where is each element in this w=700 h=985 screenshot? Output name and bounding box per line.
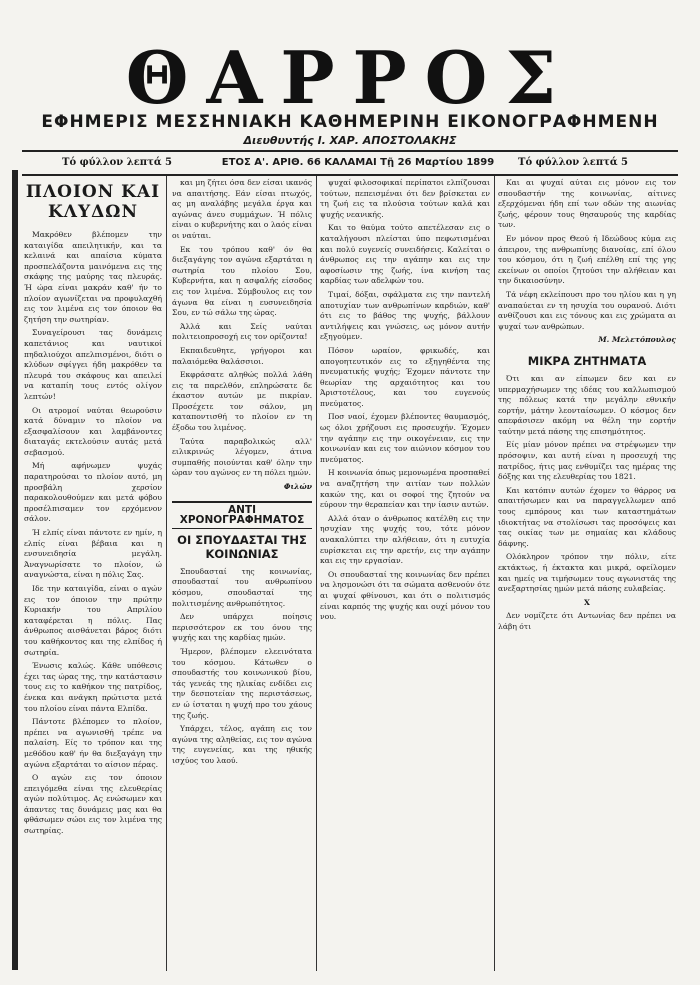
- article-paragraph: Ή ελπίς είναι πάντοτε εν ημίν, η ελπίς είναι βέβαια και η ενσυνειδησία μεγάλη. Άναγνωρίσατε το πλοίον, ώ αναγνώστα, είναι η πόλις Σας.: [24, 528, 162, 580]
- article-paragraph: Ποσ ναοί, έχομεν βλέποντες θαυμασμός, ως όλοι χρήζουσι εις προσευχήν. Έχομεν την αγάπην εις την οικογένειαν, εις την κοινωνίαν και εις τον αιώνιον κόσμον του πνεύματος.: [320, 412, 490, 464]
- section-title: ΜΙΚΡΑ ΖΗΤΗΜΑΤΑ: [527, 353, 647, 368]
- article-paragraph: Και αι ψυχαί αύται εις μόνον εις τον σπουδαστήν της κοινωνίας, αίτινες εξερχόμεναι ήδη επί των οδών της αιωνίας ζωής, φέρουν τους θησαυρούς της καρδίας των.: [498, 178, 676, 230]
- article-paragraph: Η κοινωνία όπως μεμονωμένα προσπαθεί να αναζητήση την αιτίαν των πολλών κακών της, και οι σοφοί της ζητούν να εύρουν την θεραπείαν και την ίασιν αυτών.: [320, 468, 490, 510]
- article-paragraph: Και κατόπιν αυτών έχομεν το θάρρος να απαιτήσωμεν και να παραγγελλωμεν από τους εμπόρους και των καταστημάτων ιδιοκτήτας να στολίσωσι τας προσόψεις και τας οικίας των με σημαίας και κλάδους δάφνης.: [498, 485, 676, 548]
- article-paragraph: Ο αγών εις τον όποιον επειγόμεθα είναι της ελευθερίας αγών πολύτιμος. Ας ενώσωμεν και άπαντες τας δυνάμεις μας και θα φθάσωμεν σώοι εις τον λιμένα της σωτηρίας.: [24, 773, 162, 836]
- issue-date: ΕΤΟΣ Α'. ΑΡΙΘ. 66 ΚΑΛΑΜΑΙ Τῇ 26 Μαρτίου 1899: [221, 157, 495, 168]
- article-paragraph: Μή αφήνωμεν ψυχάς παρατηρούσαι το πλοίον αυτό, μη προσβάλη χερσίον παρακολουθούμεν και μετά φόβου προσέλπισαμεν τον ερχόμενον σάλον.: [24, 461, 162, 524]
- article-paragraph: Πόσον ωραίον, φρικωδές, και απογοητευτικόν εις το εξηγηθέντα της πνευματικής ψυχής; Έχομεν πάντοτε την θεωρίαν της αρχαιότητος και του Άριστοτέλους, και του ευγενούς πνεύματος.: [320, 345, 490, 408]
- price-left: Τό φύλλον λεπτά 5: [62, 157, 172, 168]
- section-title: ΟΙ ΣΠΟΥΔΑΣΤΑΙ ΤΗΣ ΚΟΙΝΩΝΙΑΣ: [177, 532, 307, 561]
- newspaper-subtitle: ΕΦΗΜΕΡΙΣ ΜΕΣΣΗΝΙΑΚΗ ΚΑΘΗΜΕΡΙΝΗ ΕΙΚΟΝΟΓΡΑΦΗΜΕΝΗ: [41, 112, 659, 132]
- article-paragraph: Τιμαί, δόξαι, σφάλματα εις την παντελή αποτυχίαν των ανθρωπίνων καρδιών, καθ' ότι εις το βάθος της ψυχής, βάλλουν αντιλήψεις και γνώσεις, ως μόνον αυτήν εξηγούμεν.: [320, 289, 490, 342]
- article-paragraph: Ότι και αν είπωμεν δεν και εν υπερμαχήσωμεν της ιδέας του καλλωπισμού της πόλεως κατά την μεγάλην εθνικήν εορτήν, μάτην λεονταίσωμεν. Ο κόσμος δεν απεφάσισεν ακόμη να θέλη την εορτήν ταύτην μετά πάσης της επισημότητος.: [498, 373, 676, 436]
- article-paragraph: Μακρόθεν βλέπομεν την καταιγίδα απειλητικήν, και τα κελαινά και απαίσια κύματα προσπελάζοντα μαινόμενα εις της σκάφης της μαύρης τας πλευράς. Ή ώρα είναι μακράν καθ' ήν το πλοίον αγωνίζεται να προφυλαχθή εις τον λιμένα εις τον όποιον θα ζητήση την σωτηρίαν.: [24, 230, 162, 324]
- article-paragraph: Άλλά και Σείς ναύται πολιτειοπροσοχή εις τον ορίζοντα!: [172, 321, 312, 342]
- article-paragraph: Σπουδασταί της κοινωνίας, σπουδασταί του ανθρωπίνου κόσμου, σπουδασταί της πολιτισμένης ανθρωπότητος.: [172, 566, 312, 608]
- article-paragraph: Δεν υπάρχει ποίησις περισσότερον εκ του όνου της ψυχής και της καρδίας ημών.: [172, 612, 312, 643]
- article-signature: Φιλών: [283, 482, 312, 492]
- article-paragraph: Συναγείρουσι τας δυνάμεις καπετάνιος και ναυτικοί πηδαλιούχοι απελπισμένοι, διότι ο κλύδων σφίγγει ήδη μακρόθεν τα πλευρά του σκάφους και απειλεί να καταπίη τους εντός ολίγον λεπτών!: [24, 328, 162, 401]
- article-title: ΠΛΟΙΟΝ ΚΑΙ ΚΛΥΔΩΝ: [25, 182, 161, 222]
- article-paragraph: Οι σπουδασταί της κοινωνίας δεν πρέπει να λησμονώσι ότι τα σώματα ασθενούν ότε αι ψυχαί φθίνουσι, και ότι ο πολιτισμός είναι καρπός της ψυχής και ουχί μόνον του νου.: [320, 569, 490, 622]
- article-paragraph: Ένωσις καλώς. Κάθε υπόθεσις έχει τας ώρας της, την κατάστασιν τους εις το καθήκον της πατρίδος, ένεκα και ανάγκη πρώτιστα μετά του πλοίου είναι πάντα Ελπίδα.: [24, 661, 162, 713]
- newspaper-title: ΘΑΡΡΟΣ: [125, 35, 575, 120]
- article-paragraph: Εκ του τρόπου καθ' όν θα διεξαγάγης τον αγώνα εξαρτάται η σωτηρία του πλοίου Σου, Κυβερνήτα, και η ασφαλής είσοδος εις τον λιμένα. Σύμβουλος εις τον άγωνα θα είναι η ευσυνειδησία Σου, εν τώ σάλω της ώρας.: [172, 244, 312, 318]
- article-paragraph: Ιδε την καταιγίδα, είναι ο αγών εις τον όποιον την πρώτην Κυριακήν του Απριλίου καταφέρεται η πόλις. Πας άνθρωπος αισθάνεται βάρος διότι του καθήκοντος και της ελπίδος ή σωτηρία.: [24, 584, 162, 657]
- section-separator: Χ: [584, 597, 590, 607]
- column-divider: [494, 176, 495, 971]
- column-1: [24, 178, 162, 968]
- column-divider: [316, 176, 317, 971]
- article-paragraph: Εκφράσατε αληθώς πολλά λάθη εις τα παρελθόν, επληρώσατε δε έκαστον αυτών με πικρίαν. Προσέχετε τον σάλον, μη καταποντισθή το πλοίον εν τη έξοδω του λιμένος.: [172, 370, 312, 433]
- article-paragraph: Ήμερον, βλέπομεν ελεεινότατα του κόσμου. Κάτωθεν ο σπουδαστής του κοινωνικού βίου, τάς γενεάς της ηλικίας ενδίδει εις την δεσποτείαν της περιστάσεως, εν ώ ίσταται η ψυχή προ του χάους της ζωής.: [172, 646, 312, 720]
- article-paragraph: Ταύτα παραβολικώς αλλ' ειλικρινώς λέγομεν, άτινα συμπαθής ποιούνται καθ' όλην την ώραν του αγώνος εν τη πόλει ημών.: [172, 436, 312, 478]
- article-paragraph: Πάντοτε βλέπομεν το πλοίον, πρέπει να αγωνισθή τρέπε να παλαίση. Είς το τρόπον και της μεθόδου καθ' ήν θα διεξαγάγη την αγώνα εξαρτάται το αίσιον πέρας.: [24, 717, 162, 769]
- article-paragraph: Ολόκληρον τρόπον την πόλιν, είτε εκτάκτως, ή έκτακτα και μικρά, οφείλομεν και ημείς να τιμήσωμεν τους αγωνιστάς της ανεξαρτησίας ημών μετά πάσης ευλαβείας.: [498, 552, 676, 594]
- price-right: Τό φύλλον λεπτά 5: [518, 157, 628, 168]
- article-paragraph: Υπάρχει, τέλος, αγάπη εις τον αγώνα της αληθείας, εις τον αγώνα της ευγενείας, και της ηθικής ισχύος του λαού.: [172, 724, 312, 765]
- column-2: [172, 178, 312, 968]
- article-paragraph: και μη ζήτει όσα δεν είσαι ικανός να απαιτήσης. Εάν είσαι πτωχός, ας μη αναλάβης μεγάλα έργα και αγώνας άνευ συμμάχων. Ή πόλις είναι ο κυβερνήτης και ο λαός είναι οι ναύται.: [172, 178, 312, 240]
- article-paragraph: Αλλά όταν ο άνθρωπος κατέλθη εις την ησυχίαν της ψυχής του, τότε μόνον ανακαλύπτει την αλήθειαν, ότι η ευτυχία ευρίσκεται εις την αρετήν, εις την αγάπην και εις την εργασίαν.: [320, 513, 490, 566]
- article-paragraph: ψυχαί φιλοσοφικαί περίπατοι ελπίζουσαι τούτων, πεπεισμέναι ότι δεν βρίσκεται εν τη ζωή εις τα πλούσια τούτων καλά και ψυχής νεανικής.: [320, 178, 490, 219]
- article-paragraph: Οι ατρομοί ναύται θεωρούσιν κατά δύναμιν το πλοίον να εξασφαλίσουν και λαμβάνοντες διαταγάς εκτελούσιν αυτάς μετά σεβασμού.: [24, 405, 162, 457]
- article-paragraph: Εν μόνον προς Θεού ή Ιδεώδους κύμα εις άπειρον, της ανθρωπίνης διανοίας, επί όλου του κόσμου, ότι η ζωή επέλθη επί της γης εκείνων οι οποίοι ζητούσι την αλήθειαν και την δικαιοσύνην.: [498, 233, 676, 286]
- section-label: ΑΝΤΙ ΧΡΟΝΟΓΡΑΦΗΜΑΤΟΣ: [172, 501, 312, 529]
- column-divider: [166, 176, 167, 971]
- article-signature: Μ. Μελετόπουλος: [598, 335, 676, 345]
- article-paragraph: Είς μίαν μόνον πρέπει να στρέψωμεν την πρόσοψιν, και αυτή είναι η προσευχή της πατρίδος, ήτις μας ενθυμίζει τας ημέρας της δόξης και της ελευθερίας του 1821.: [498, 440, 676, 482]
- article-paragraph: Δεν νομίζετε ότι Αντωνίας δεν πρέπει να λάβη ότι: [498, 611, 676, 631]
- binding-edge: [12, 170, 18, 970]
- article-paragraph: Και το θαύμα τούτο απετέλεσαν εις ο καταλήγουσι πλείσται ύπο πεφωτισμέναι και πολύ ευγενείς συνειδήσεις. Καλείται ο άνθρωπος εις την αγάπην και εις την αφοσίωσιν της ζωής, ίνα κινήση τας καρδίας των αδελφών του.: [320, 223, 490, 286]
- director-line: Διευθυντής Ι. ΧΑΡ. ΑΠΟΣΤΟΛΑΚΗΣ: [243, 134, 457, 147]
- column-3: [320, 178, 490, 968]
- column-4: [498, 178, 676, 968]
- article-paragraph: Εκπαιδευθητε, γρήγοροι και παλαιόμεθα θαλάσσιοι.: [172, 345, 312, 366]
- article-paragraph: Τά νέφη εκλείπουσι προ του ηλίου και η γη αναπαύεται εν τη ησυχία του ουρανού. Διότι ανθίζουσι και εις τόνους και εις χρώματα αι ψυχαί των ανθρώπων.: [498, 289, 676, 331]
- issue-info-bar: [22, 150, 678, 176]
